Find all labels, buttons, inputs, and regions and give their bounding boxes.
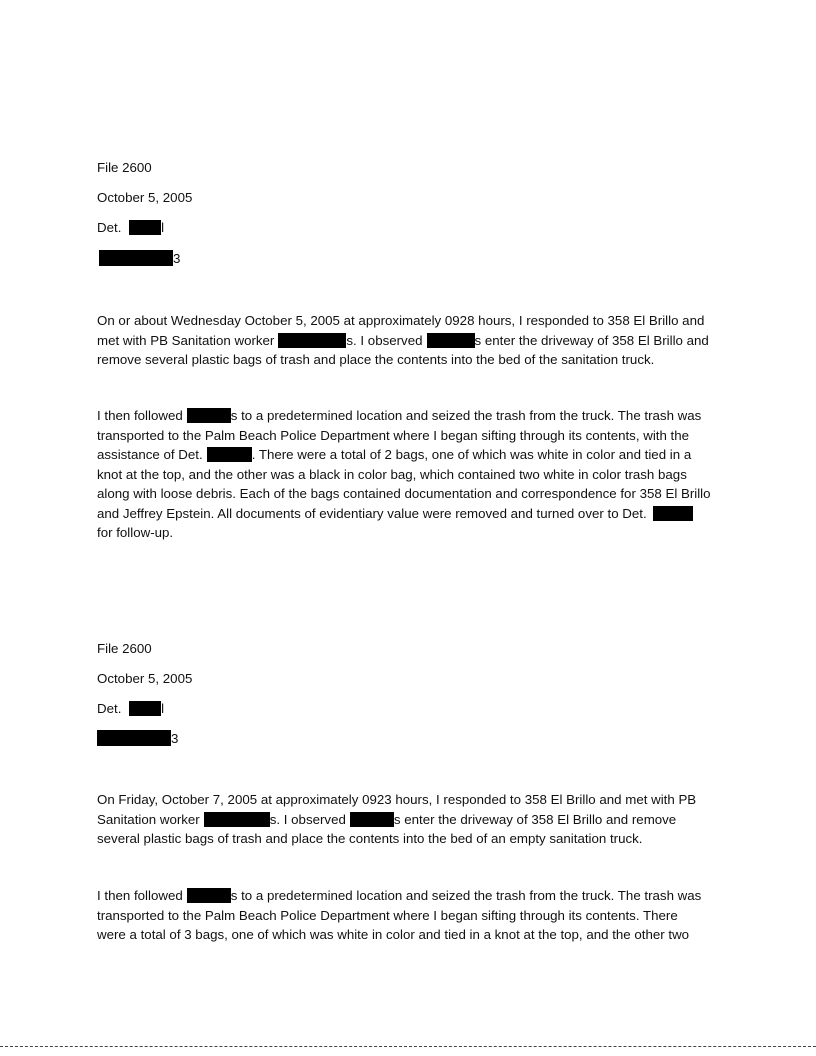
text-fragment: s to a predetermined location and seized the trash from the truck. The trash was bbox=[230, 408, 702, 423]
text-fragment: I then followed bbox=[97, 408, 183, 423]
file-number: File 2600 bbox=[97, 641, 152, 656]
text-line bbox=[97, 886, 737, 906]
text-line: remove several plastic bags of trash and place the contents into the bed of the sanitation truck. bbox=[97, 352, 655, 367]
text-fragment: s. I observed bbox=[269, 811, 346, 827]
text-fragment: I then followed bbox=[97, 888, 183, 903]
narrative-paragraph-1 bbox=[97, 311, 737, 370]
text-line: knot at the top, and the other was a black in color bag, which contained two white in color trash bags bbox=[97, 466, 687, 482]
redaction-block bbox=[129, 220, 161, 235]
report-date: October 5, 2005 bbox=[97, 190, 193, 205]
text-line: for follow-up. bbox=[97, 525, 174, 540]
redaction-block bbox=[187, 408, 231, 423]
narrative-paragraph-3 bbox=[97, 790, 737, 849]
text-line: transported to the Palm Beach Police Department where I began sifting through its contents. There bbox=[97, 907, 678, 923]
text-line: several plastic bags of trash and place the contents into the bed of an empty sanitation truck. bbox=[97, 831, 643, 846]
id-tail: 3 bbox=[173, 251, 181, 266]
text-fragment: . There were a total of 2 bags, one of which was white in color and tied in a bbox=[251, 447, 692, 462]
det-tail: l bbox=[161, 220, 165, 235]
text-line bbox=[97, 445, 737, 465]
text-line: On Friday, October 7, 2005 at approximately 0923 hours, I responded to 358 El Brillo and met with PB bbox=[97, 792, 697, 807]
text-line: On or about Wednesday October 5, 2005 at approximately 0928 hours, I responded to 358 El Brillo and bbox=[97, 313, 705, 328]
redaction-block bbox=[207, 447, 252, 462]
file-number: File 2600 bbox=[97, 160, 152, 175]
text-fragment: assistance of Det. bbox=[97, 447, 203, 462]
redaction-block bbox=[350, 812, 394, 827]
text-line bbox=[97, 406, 737, 426]
det-tail: l bbox=[161, 701, 165, 716]
text-line bbox=[97, 331, 737, 351]
narrative-paragraph-2 bbox=[97, 406, 737, 543]
page-bottom-rule bbox=[0, 1046, 816, 1047]
redaction-block bbox=[129, 701, 161, 716]
narrative-paragraph-4 bbox=[97, 886, 737, 945]
text-fragment: s enter the driveway of 358 El Brillo and bbox=[474, 332, 709, 348]
det-prefix: Det. bbox=[97, 220, 122, 235]
text-fragment: s enter the driveway of 358 El Brillo and remove bbox=[393, 811, 677, 827]
id-line bbox=[97, 730, 178, 747]
text-line: along with loose debris. Each of the bags contained documentation and correspondence for 358 El Brillo bbox=[97, 486, 711, 501]
redaction-block bbox=[653, 506, 693, 521]
id-tail: 3 bbox=[171, 731, 179, 746]
text-line: transported to the Palm Beach Police Department where I began sifting through its contents, with the bbox=[97, 427, 690, 443]
redaction-block bbox=[204, 812, 270, 827]
text-line bbox=[97, 504, 737, 524]
text-fragment: and Jeffrey Epstein. All documents of evidentiary value were removed and turned over to Det. bbox=[97, 505, 647, 521]
redaction-block bbox=[99, 250, 173, 266]
text-line: were a total of 3 bags, one of which was white in color and tied in a knot at the top, and the other two bbox=[97, 927, 690, 942]
detective-line bbox=[97, 219, 164, 236]
id-line bbox=[97, 250, 180, 267]
det-prefix: Det. bbox=[97, 701, 122, 716]
report-date: October 5, 2005 bbox=[97, 671, 193, 686]
redaction-block bbox=[427, 333, 475, 348]
redaction-block bbox=[187, 888, 231, 903]
text-line bbox=[97, 810, 737, 830]
detective-line bbox=[97, 700, 164, 717]
text-fragment: s to a predetermined location and seized the trash from the truck. The trash was bbox=[230, 888, 702, 903]
redaction-block bbox=[278, 333, 346, 348]
text-fragment: s. I observed bbox=[346, 332, 423, 348]
text-fragment: met with PB Sanitation worker bbox=[97, 332, 275, 348]
redaction-block bbox=[97, 730, 171, 746]
text-fragment: Sanitation worker bbox=[97, 811, 200, 827]
